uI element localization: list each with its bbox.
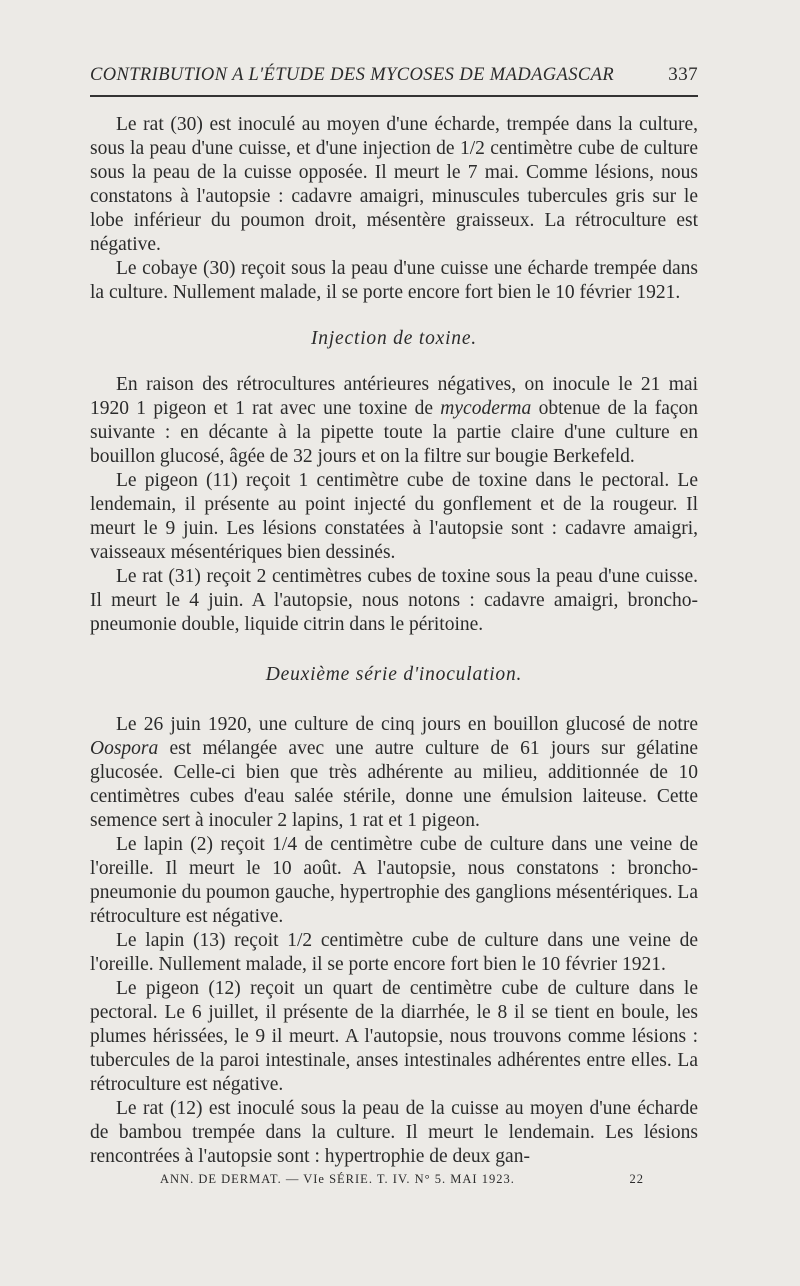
section-heading-inoculation: Deuxième série d'inoculation.: [265, 664, 523, 685]
species-name: mycoderma: [440, 398, 532, 419]
running-title: CONTRIBUTION A L'ÉTUDE DES MYCOSES DE MADAGASCAR: [90, 65, 615, 85]
journal-reference: ANN. DE DERMAT. — VIe SÉRIE. T. IV. N° 5. MAI 1923.: [160, 1172, 515, 1186]
paragraph: Le pigeon (11) reçoit 1 centimètre cube de toxine dans le pectoral. Le lendemain, il présente au point injecté du gonflement et de la rougeur. Il meurt le 9 juin. Les lésions constatées à l'autopsie sont : cadavre amaigri, vaisseaux mésentériques bien dessinés.: [90, 470, 698, 563]
paragraph: Le rat (12) est inoculé sous la peau de la cuisse au moyen d'une écharde de bambou trempée dans la culture. Il meurt le lendemain. Les lésions rencontrées à l'autopsie sont : hypertrophie de deux gan-: [90, 1098, 698, 1167]
paragraph: Le pigeon (12) reçoit un quart de centimètre cube de culture dans le pectoral. Le 6 juillet, il présente de la diarrhée, le 8 il se tient en boule, les plumes hérissées, le 9 il meurt. A l'autopsie, nous trouvons comme lésions : tubercules de la paroi intestinale, anses intestinales adhérentes entre elles. La rétroculture est négative.: [90, 978, 698, 1095]
paragraph: Le cobaye (30) reçoit sous la peau d'une cuisse une écharde trempée dans la culture. Nullement malade, il se porte encore fort bien le 10 février 1921.: [90, 258, 698, 303]
species-name: Oospora: [90, 738, 159, 759]
paragraph: Le 26 juin 1920, une culture de cinq jours en bouillon glucosé de notre Oospora est mélangée avec une autre culture de 61 jours sur gélatine glucosée. Celle-ci bien que très adhérente au milieu, additionnée de 10 centimètres cubes d'eau salée stérile, donne une émulsion laiteuse. Cette semence sert à inoculer 2 lapins, 1 rat et 1 pigeon.: [90, 714, 698, 831]
paragraph: Le lapin (13) reçoit 1/2 centimètre cube de culture dans une veine de l'oreille. Nullement malade, il se porte encore fort bien le 10 février 1921.: [90, 930, 698, 975]
paragraph: En raison des rétrocultures antérieures négatives, on inocule le 21 mai 1920 1 pigeon et 1 rat avec une toxine de mycoderma obtenue de la façon suivante : en décante à la pipette toute la partie claire d'une culture en bouillon glucosé, âgée de 32 jours et on la filtre sur bougie Berkefeld.: [90, 374, 698, 467]
paragraph: Le rat (31) reçoit 2 centimètres cubes de toxine sous la peau d'une cuisse. Il meurt le 4 juin. A l'autopsie, nous notons : cadavre amaigri, broncho-pneumonie double, liquide citrin dans le péritoine.: [90, 566, 698, 635]
running-header: [90, 64, 698, 86]
page-footer: [160, 1172, 644, 1187]
paragraph: Le lapin (2) reçoit 1/4 de centimètre cube de culture dans une veine de l'oreille. Il meurt le 10 août. A l'autopsie, nous constatons : broncho-pneumonie du poumon gauche, hypertrophie des ganglions mésentériques. La rétroculture est négative.: [90, 834, 698, 927]
page-number: 337: [668, 64, 698, 85]
section-heading-toxine: Injection de toxine.: [311, 328, 477, 349]
body-text: [90, 113, 698, 1169]
paragraph: Le rat (30) est inoculé au moyen d'une écharde, trempée dans la culture, sous la peau d'une cuisse, et d'une injection de 1/2 centimètre cube de culture sous la peau de la cuisse opposée. Il meurt le 7 mai. Comme lésions, nous constatons à l'autopsie : cadavre amaigri, minuscules tubercules gris sur le lobe inférieur du poumon droit, mésentère graisseux. La rétroculture est négative.: [90, 114, 698, 255]
header-rule: [90, 95, 698, 97]
signature-number: 22: [629, 1172, 644, 1186]
